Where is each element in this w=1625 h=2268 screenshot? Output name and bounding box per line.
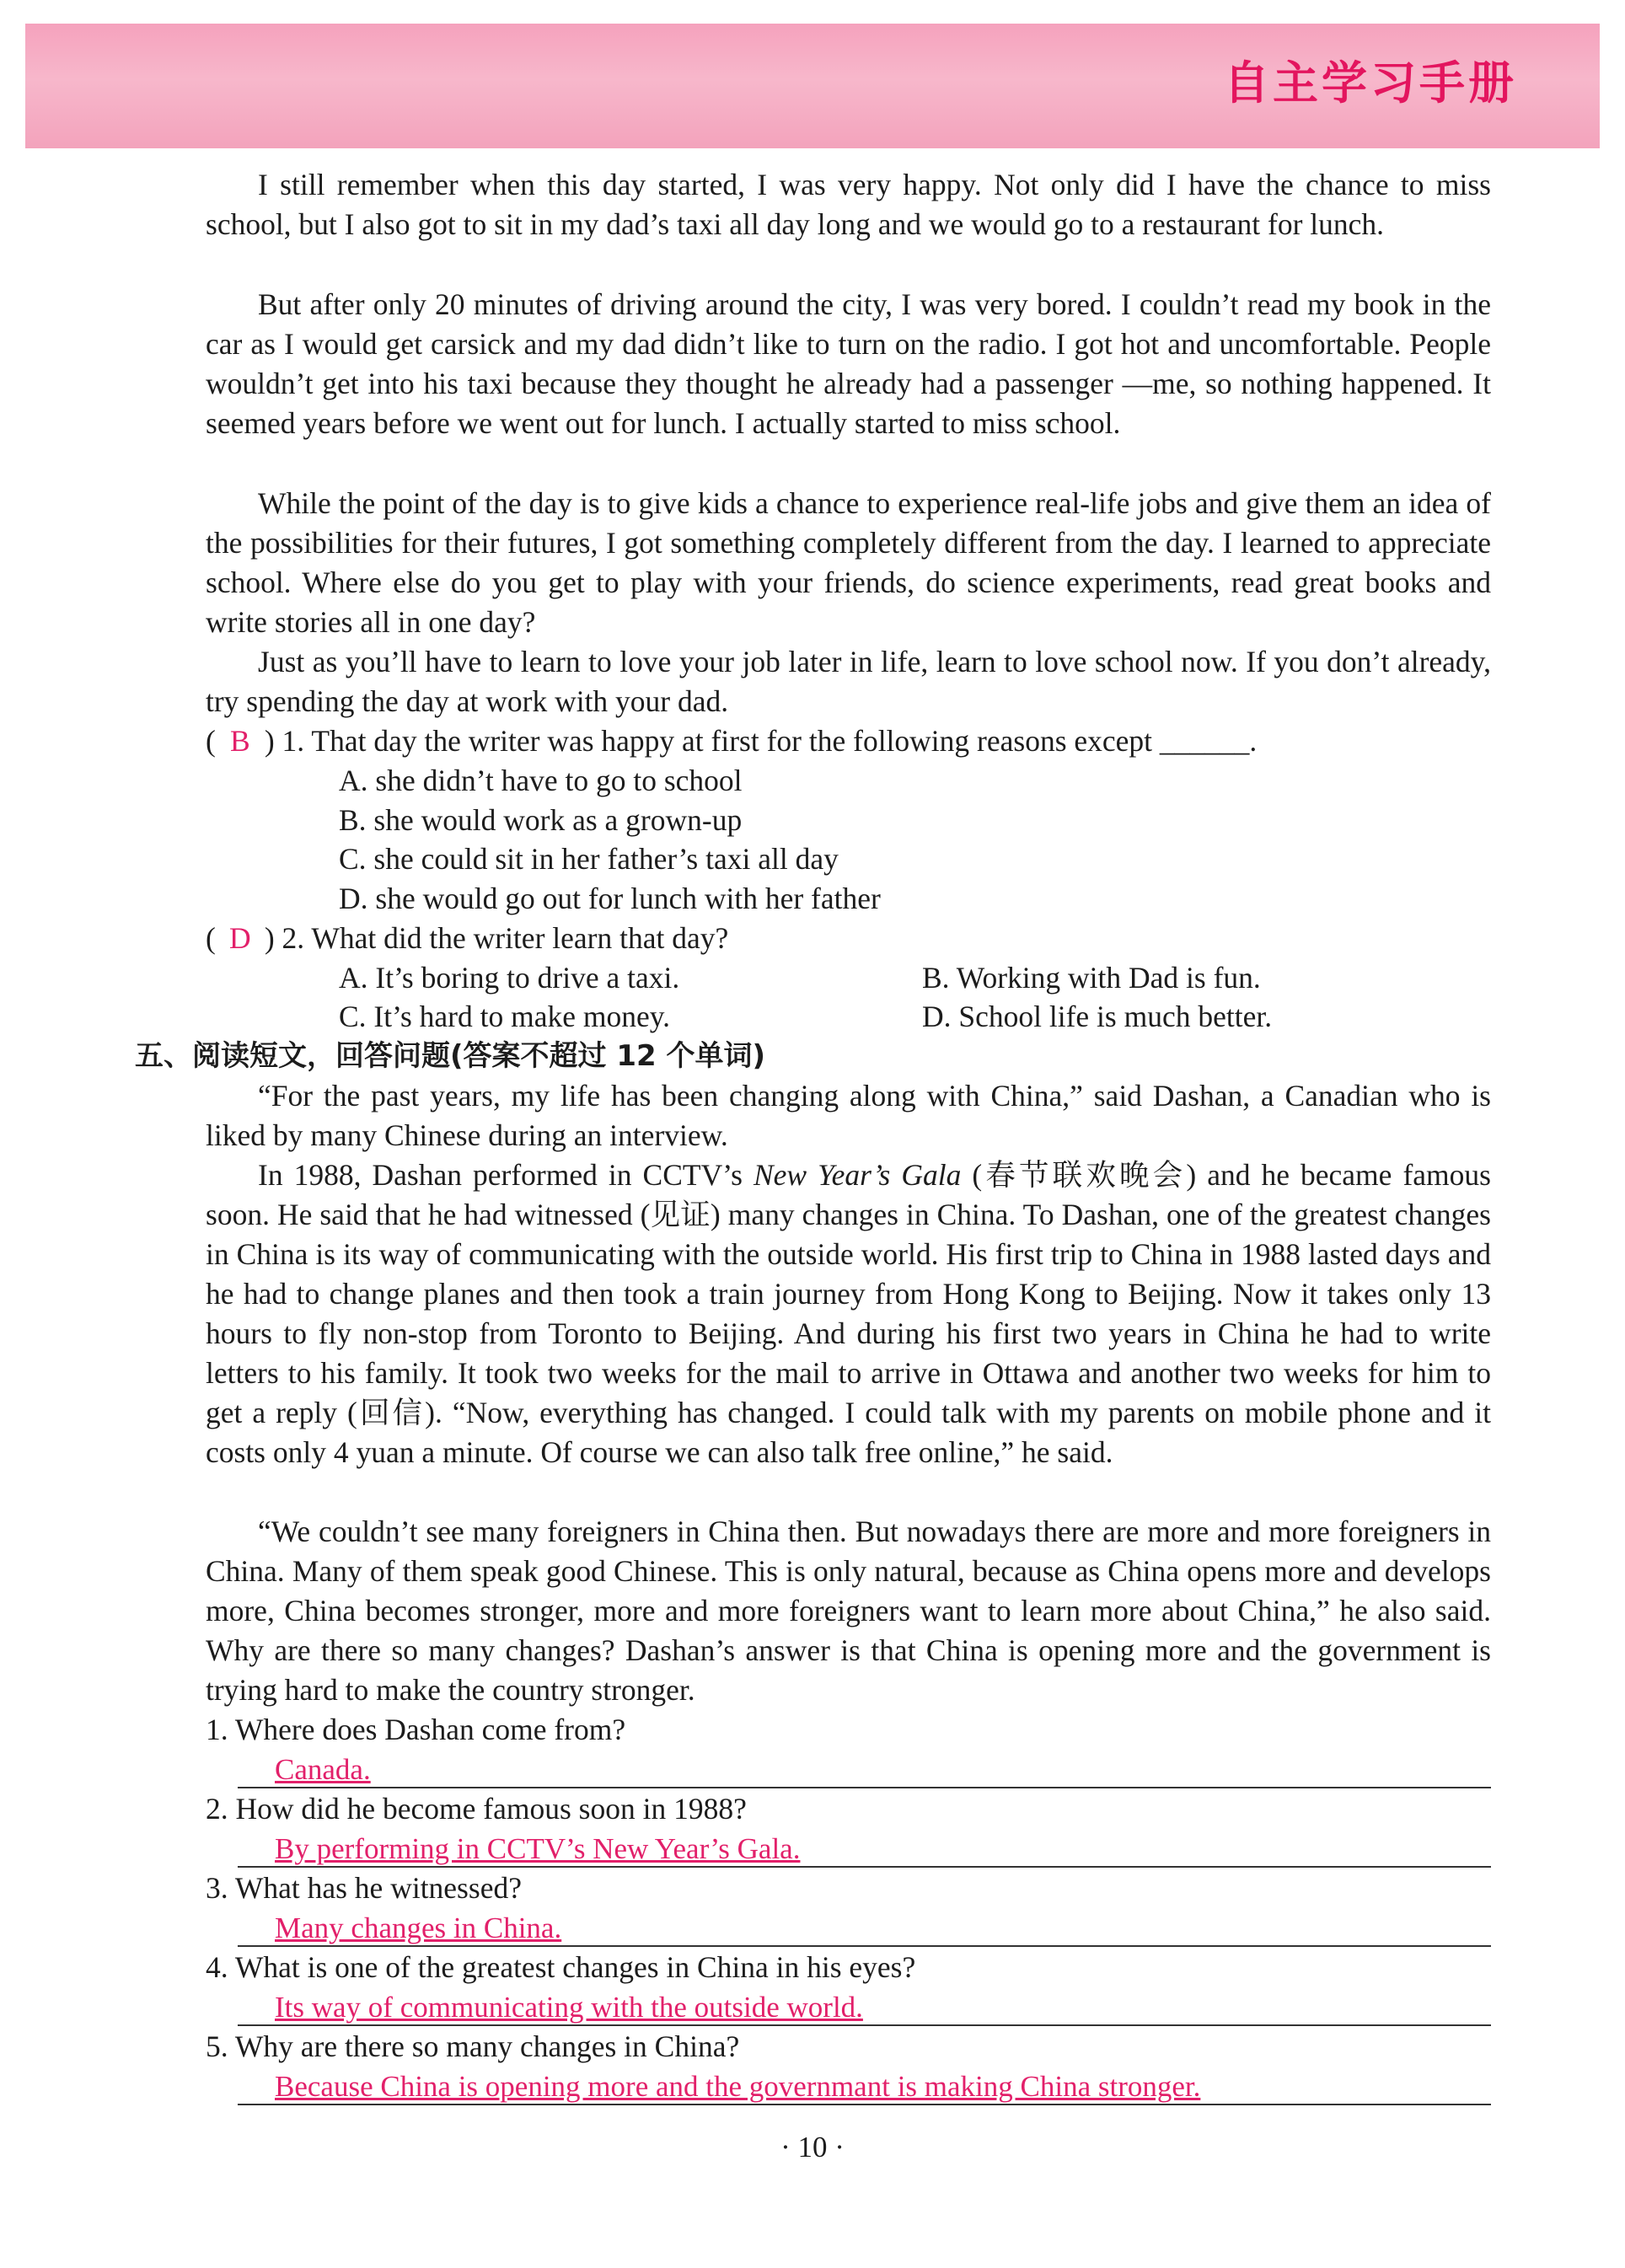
mc-option: C. she could sit in her father’s taxi all day [339, 842, 839, 876]
short-answer: By performing in CCTV’s New Year’s Gala. [275, 1832, 801, 1865]
mc-stem-2: 2. What did the writer learn that day? [282, 921, 729, 955]
answer-line [238, 1750, 1491, 1788]
mc-question-2 [206, 919, 728, 958]
short-answer: Canada. [275, 1753, 371, 1786]
passage-paragraph: In 1988, Dashan performed in CCTV’s New Year’s Gala (春节联欢晚会) and he became famous soon. He said that he had witnessed (见证) many changes in China. To Dashan, one of the greatest changes in China is its way of communicating with the outside world. His first trip to China in 1988 lasted days and he had to change planes and then took a train journey from Hong Kong to Beijing. Now it takes only 13 hours to fly non-stop from Toronto to Beijing. And during his first two years in China he had to write letters to his family. It took two weeks for the mail to arrive in Ottawa and another two weeks for him to get a reply (回信). “Now, everything has changed. I could talk with my parents on mobile phone and it costs only 4 yuan a minute. Of course we can also talk free online,” he said. [206, 1158, 1491, 1469]
short-question: 5. Why are there so many changes in China? [206, 2029, 740, 2063]
mc-option: D. she would go out for lunch with her father [339, 882, 881, 915]
paren-close: ) [264, 921, 275, 955]
passage-paragraph: “For the past years, my life has been changing along with China,” said Dashan, a Canadian who is liked by many Chinese during an interview. [206, 1079, 1491, 1152]
mc-answer-1: B [229, 724, 250, 758]
passage-paragraph: “We couldn’t see many foreigners in China then. But nowadays there are more and more foreigners in China. Many of them speak good Chinese. This is only natural, because as China opens more and develops more, China becomes stronger, more and more foreigners want to learn more about China,” he also said. Why are there so many changes? Dashan’s answer is that China is opening more and the government is trying hard to make the country stronger. [206, 1515, 1491, 1707]
paren-close: ) [264, 724, 275, 758]
mc-option: A. It’s boring to drive a taxi. [339, 961, 680, 995]
passage-paragraph: But after only 20 minutes of driving around the city, I was very bored. I couldn’t read my book in the car as I would get carsick and my dad didn’t like to turn on the radio. I got hot and uncomfortable. People wouldn’t get into his taxi because they thought he already had a passenger —me, so nothing happened. It seemed years before we went out for lunch. I actually started to miss school. [206, 287, 1491, 440]
mc-option: D. School life is much better. [922, 1000, 1273, 1033]
short-question: 4. What is one of the greatest changes in China in his eyes? [206, 1950, 916, 1984]
mc-answer-2: D [229, 921, 251, 955]
mc-option: B. she would work as a grown-up [339, 803, 743, 837]
short-answer: Because China is opening more and the governmant is making China stronger. [275, 2070, 1201, 2103]
short-question: 3. What has he witnessed? [206, 1871, 522, 1905]
section-title: 五、阅读短文，回答问题(答案不超过 12 个单词) [135, 1039, 766, 1073]
mc-option: B. Working with Dad is fun. [922, 961, 1261, 995]
short-answer: Its way of communicating with the outside world. [275, 1991, 863, 2024]
short-question: 1. Where does Dashan come from? [206, 1713, 626, 1746]
header-title: 自主学习手册 [1224, 56, 1517, 110]
mc-option: C. It’s hard to make money. [339, 1000, 671, 1033]
short-question: 2. How did he become famous soon in 1988? [206, 1792, 747, 1826]
paren-open: ( [206, 724, 216, 758]
short-answer: Many changes in China. [275, 1911, 562, 1944]
passage-paragraph: Just as you’ll have to learn to love your job later in life, learn to love school now. If you don’t already, try spending the day at work with your dad. [206, 645, 1491, 718]
paren-open: ( [206, 921, 216, 955]
page-number: · 10 · [780, 2131, 845, 2163]
passage-paragraph: While the point of the day is to give kids a chance to experience real-life jobs and give them an idea of the possibilities for their futures, I got something completely different from the day. I learned to appreciate school. Where else do you get to play with your friends, do science experiments, read great books and write stories all in one day? [206, 486, 1491, 639]
mc-stem-1: 1. That day the writer was happy at first for the following reasons except ______. [282, 724, 1258, 758]
passage-paragraph: I still remember when this day started, I was very happy. Not only did I have the chance to miss school, but I also got to sit in my dad’s taxi all day long and we would go to a restaurant for lunch. [206, 168, 1491, 241]
mc-option: A. she didn’t have to go to school [339, 764, 743, 797]
mc-question-1 [206, 721, 1257, 761]
